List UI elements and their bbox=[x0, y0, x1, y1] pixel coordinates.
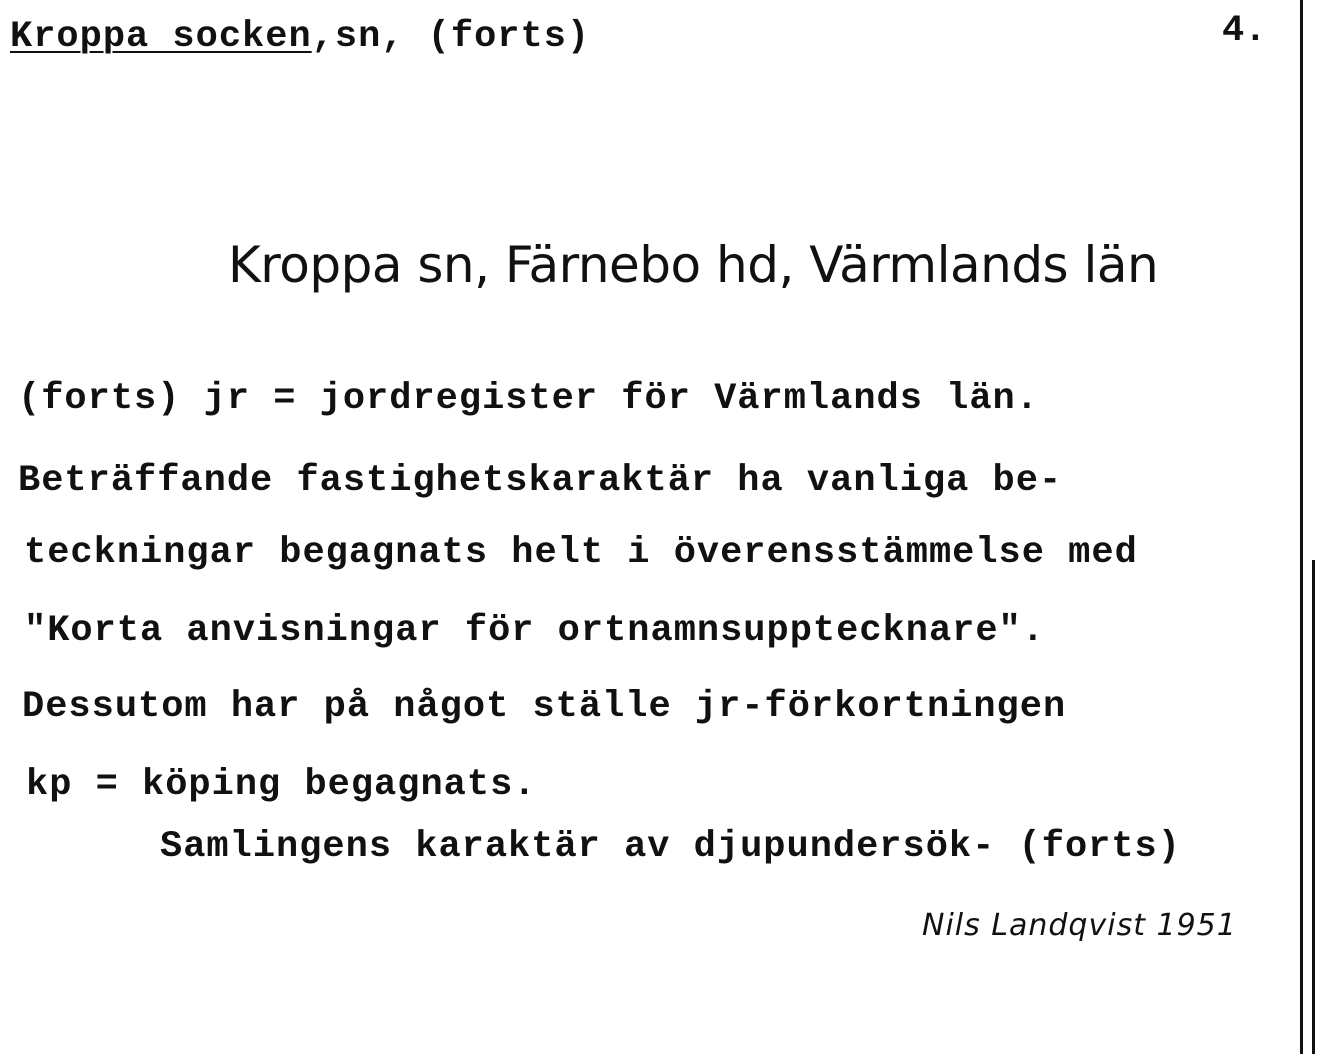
body-line-6: kp = köping begagnats. bbox=[26, 764, 537, 806]
body-line-1: (forts) jr = jordregister för Värmlands län. bbox=[18, 378, 1039, 420]
signature: Nils Landqvist 1951 bbox=[922, 908, 1237, 943]
body-line-5: Dessutom har på något ställe jr-förkortningen bbox=[22, 686, 1067, 728]
card-edge-line bbox=[1300, 0, 1303, 1054]
body-line-7: Samlingens karaktär av djupundersök- (forts) bbox=[160, 826, 1181, 868]
card-edge-line-lower bbox=[1312, 560, 1315, 1054]
body-line-2: Beträffande fastighetskaraktär ha vanliga be- bbox=[18, 460, 1063, 502]
body-line-4: "Korta anvisningar för ortnamnsupptecknare". bbox=[24, 610, 1045, 652]
card-header bbox=[10, 16, 590, 58]
printed-title: Kroppa sn, Färnebo hd, Värmlands län bbox=[228, 236, 1159, 294]
parish-heading-suffix: ,sn, (forts) bbox=[311, 16, 591, 58]
parish-heading-link[interactable]: Kroppa socken bbox=[10, 16, 312, 58]
body-line-3: teckningar begagnats helt i överensstämmelse med bbox=[24, 532, 1138, 574]
page-number: 4. bbox=[1222, 10, 1267, 52]
